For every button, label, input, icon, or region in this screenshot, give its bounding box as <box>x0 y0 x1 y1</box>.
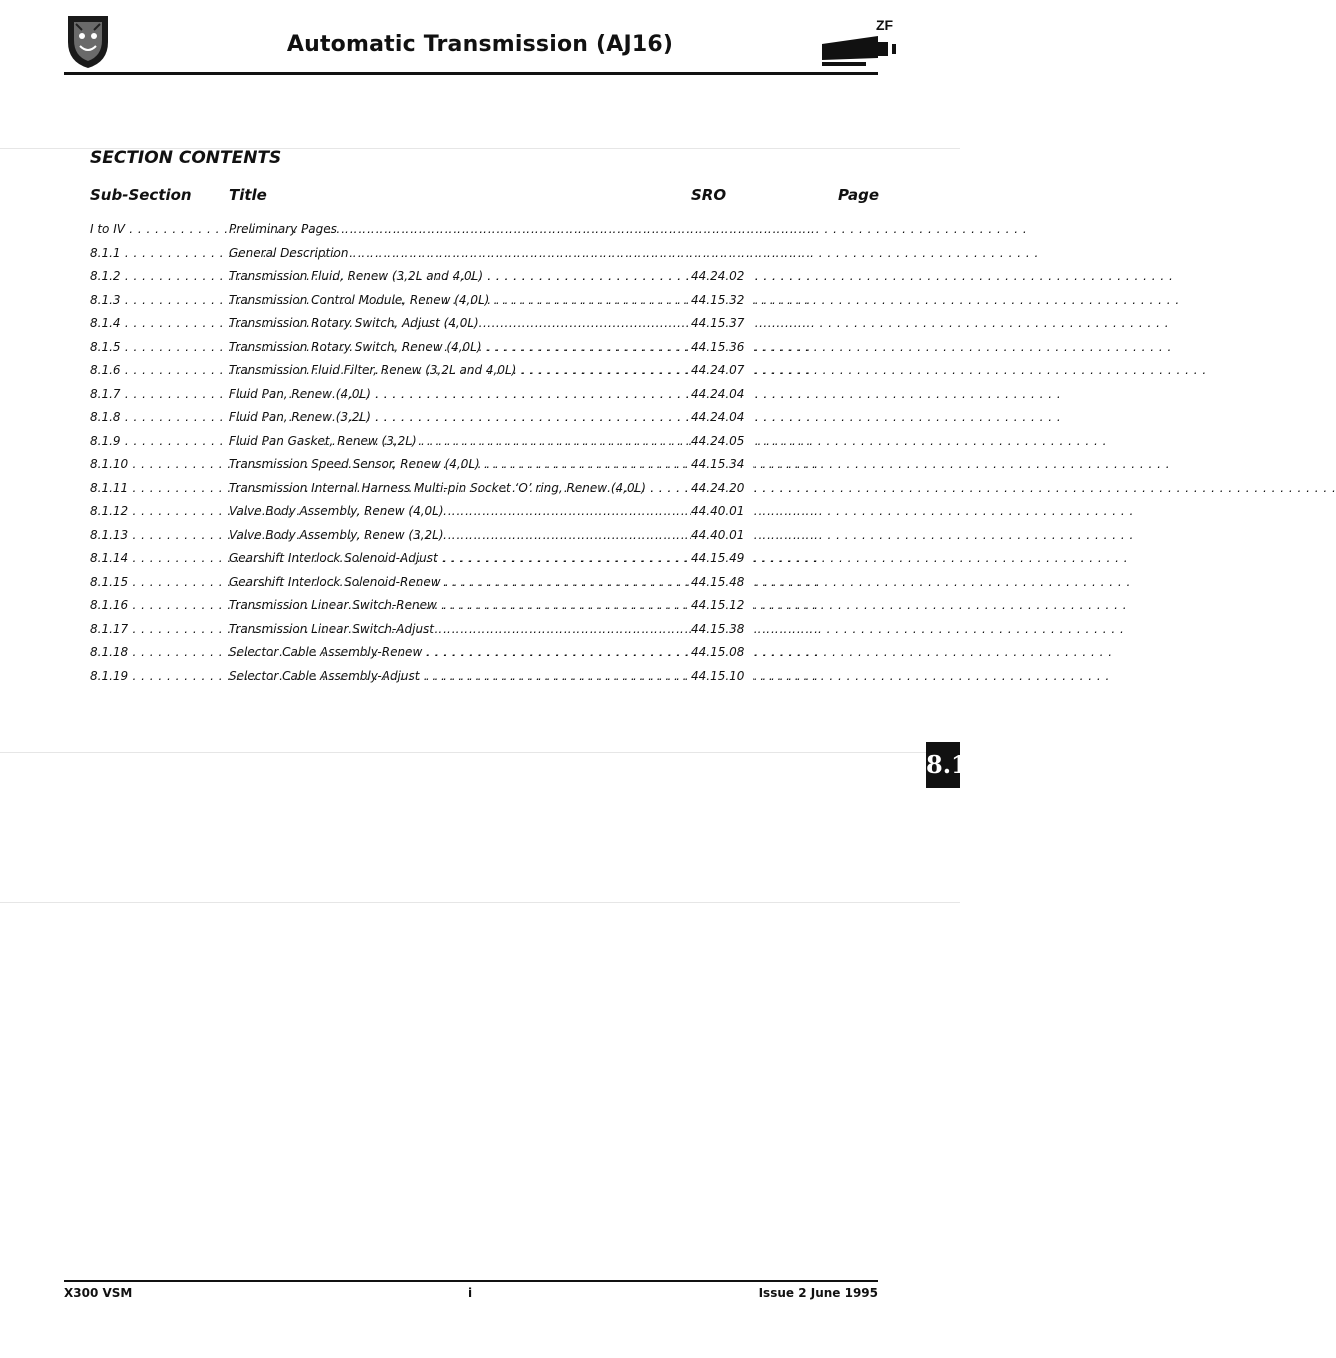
row-sub-section: 8.1.14 . . . <box>90 547 229 571</box>
row-sub-section: 8.1.4 . . . <box>90 312 229 336</box>
table-row <box>90 547 850 571</box>
table-row <box>90 641 850 665</box>
table-row <box>90 383 850 407</box>
row-sro: 44.15.36 <box>691 336 753 360</box>
scan-line <box>0 902 960 903</box>
table-row <box>90 289 850 313</box>
table-row <box>90 406 850 430</box>
row-title: Fluid Pan, Renew (4,0L) . . . <box>229 383 775 407</box>
section-tab: 8.1 <box>926 742 960 788</box>
row-title: Fluid Pan, Renew (3,2L) . . . <box>229 406 775 430</box>
row-title: Fluid Pan Gasket, Renew (3,2L) . . . <box>229 430 775 454</box>
row-title: Gearshift Interlock Solenoid-Adjust . . . <box>229 547 775 571</box>
table-row <box>90 359 850 383</box>
table-row <box>90 500 850 524</box>
table-row <box>90 665 850 689</box>
footer-issue: Issue 2 June 1995 <box>758 1286 878 1300</box>
row-sub-section: 8.1.16 . . . <box>90 594 229 618</box>
row-sro: 44.15.34 <box>691 453 753 477</box>
row-sro: 44.24.04 <box>691 383 753 407</box>
row-sub-section: 8.1.2 . . . <box>90 265 229 289</box>
row-sub-section: 8.1.12 . . . <box>90 500 229 524</box>
row-title: Transmission Fluid, Renew (3,2L and 4,0L) . . . <box>229 265 775 289</box>
row-sub-section: 8.1.7 . . . <box>90 383 229 407</box>
zf-badge-icon <box>820 14 900 68</box>
row-title: Valve Body Assembly, Renew (4,0L) . . . <box>229 500 775 524</box>
row-sub-section: 8.1.5 . . . <box>90 336 229 360</box>
row-sub-section: 8.1.15 . . . <box>90 571 229 595</box>
row-sro: 44.40.01 <box>691 500 753 524</box>
footer-rule <box>64 1280 878 1282</box>
row-sub-section: 8.1.19 . . . <box>90 665 229 689</box>
contents-table <box>90 218 850 688</box>
row-title: Selector Cable Assembly-Renew . . . <box>229 641 775 665</box>
table-row <box>90 594 850 618</box>
row-sub-section: 8.1.6 . . . <box>90 359 229 383</box>
row-title: Valve Body Assembly, Renew (3,2L) . . . <box>229 524 775 548</box>
table-row <box>90 218 850 242</box>
row-title: Transmission Rotary Switch, Renew (4,0L) . . . <box>229 336 775 360</box>
row-sro: 44.15.48 <box>691 571 753 595</box>
row-sub-section: 8.1.8 . . . <box>90 406 229 430</box>
row-sro: 44.24.20 <box>691 477 753 501</box>
row-title: Transmission Internal Harness Multi-pin Socket ‘O’ ring, Renew (4,0L) . . . <box>229 477 775 501</box>
row-sro: 44.15.32 <box>691 289 753 313</box>
row-title: Transmission Linear Switch-Adjust . . . <box>229 618 775 642</box>
column-header-page: Page <box>838 186 880 204</box>
row-sub-section: 8.1.13 . . . <box>90 524 229 548</box>
footer-page-number: i <box>468 1286 473 1300</box>
table-row <box>90 312 850 336</box>
row-sub-section: 8.1.18 . . . <box>90 641 229 665</box>
column-header-sub-section: Sub-Section <box>90 186 192 204</box>
table-row <box>90 524 850 548</box>
row-title: Selector Cable Assembly-Adjust . . . <box>229 665 775 689</box>
row-sro: 44.15.10 <box>691 665 753 689</box>
row-sub-section: 8.1.11 . . . <box>90 477 229 501</box>
table-row <box>90 265 850 289</box>
row-sub-section: 8.1.9 . . . <box>90 430 229 454</box>
row-sro: 44.15.12 <box>691 594 753 618</box>
table-row <box>90 242 850 266</box>
row-sro: 44.24.05 <box>691 430 753 454</box>
table-row <box>90 477 850 501</box>
row-title: Preliminary Pages . . . <box>229 218 775 242</box>
footer-manual-code: X300 VSM <box>64 1286 133 1300</box>
row-sub-section: I to IV . . . <box>90 218 229 242</box>
header-rule <box>64 72 878 75</box>
table-row <box>90 430 850 454</box>
row-sro: 44.15.08 <box>691 641 753 665</box>
row-sub-section: 8.1.1 . . . <box>90 242 229 266</box>
row-sro: 44.15.49 <box>691 547 753 571</box>
row-sro: 44.15.38 <box>691 618 753 642</box>
table-row <box>90 618 850 642</box>
table-row <box>90 571 850 595</box>
row-title: Transmission Rotary Switch, Adjust (4,0L) . . . <box>229 312 775 336</box>
column-header-sro: SRO <box>691 186 727 204</box>
row-title: Transmission Control Module, Renew (4,0L) . . . <box>229 289 775 313</box>
page-title: Automatic Transmission (AJ16) <box>286 32 674 57</box>
row-sro: 44.24.04 <box>691 406 753 430</box>
row-sub-section: 8.1.3 . . . <box>90 289 229 313</box>
row-title: Gearshift Interlock Solenoid-Renew . . . <box>229 571 775 595</box>
scan-line <box>0 752 960 753</box>
table-row <box>90 336 850 360</box>
row-title: Transmission Speed Sensor, Renew (4,0L) . . . <box>229 453 775 477</box>
row-sro: 44.40.01 <box>691 524 753 548</box>
row-sub-section: 8.1.10 . . . <box>90 453 229 477</box>
section-heading: SECTION CONTENTS <box>90 148 282 168</box>
row-sub-section: 8.1.17 . . . <box>90 618 229 642</box>
row-title: Transmission Linear Switch-Renew . . . <box>229 594 775 618</box>
row-sro: 44.15.37 <box>691 312 753 336</box>
row-title: General Description . . . <box>229 242 775 266</box>
row-sro: 44.24.07 <box>691 359 753 383</box>
row-title: Transmission Fluid Filter, Renew (3,2L and 4,0L) . . . <box>229 359 775 383</box>
row-sro: 44.24.02 <box>691 265 753 289</box>
table-row <box>90 453 850 477</box>
column-header-title: Title <box>229 186 267 204</box>
zf-badge-text: ZF <box>876 17 894 33</box>
